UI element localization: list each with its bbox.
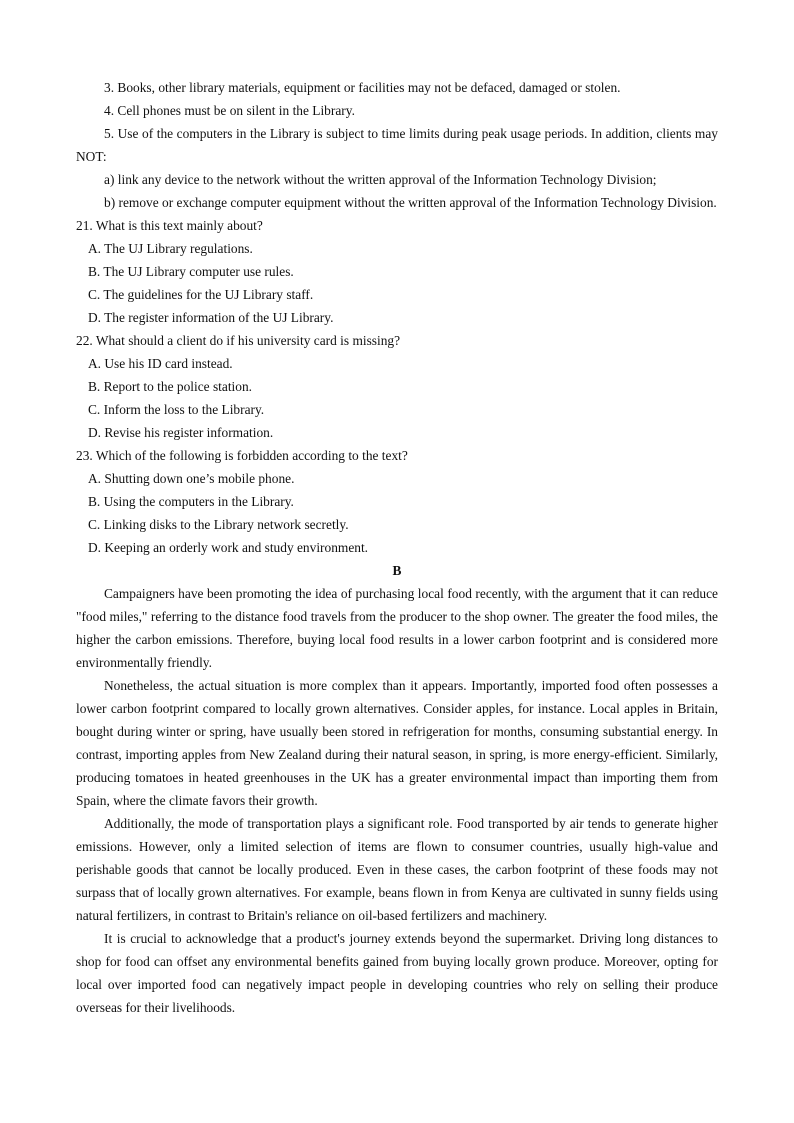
document-page <box>76 76 718 1019</box>
option-c: C. Linking disks to the Library network secretly. <box>88 517 349 532</box>
option-d: D. Revise his register information. <box>88 425 274 440</box>
passage-paragraph-4: It is crucial to acknowledge that a product's journey extends beyond the supermarket. Driving long distances to shop for food can offset any environmental benefits gained from buying locally grown produce. Moreover, opting for local over imported food can negatively impact people in developing countries who rely on selling their produce overseas for their livelihoods. <box>76 931 718 1015</box>
option-c: C. The guidelines for the UJ Library staff. <box>88 287 314 302</box>
question-stem: 21. What is this text mainly about? <box>76 218 263 233</box>
option-a: A. Shutting down one’s mobile phone. <box>88 471 295 486</box>
passage-paragraph-1: Campaigners have been promoting the idea of purchasing local food recently, with the argument that it can reduce "food miles," referring to the distance food travels from the producer to the shop owner. The greater the food miles, the higher the carbon emissions. Therefore, buying local food results in a lower carbon footprint and is considered more environmentally friendly. <box>76 586 718 670</box>
option-a: A. Use his ID card instead. <box>88 356 233 371</box>
rule-5b: b) remove or exchange computer equipment without the written approval of the Information Technology Division. <box>104 195 717 210</box>
option-c: C. Inform the loss to the Library. <box>88 402 265 417</box>
option-d: D. Keeping an orderly work and study environment. <box>88 540 369 555</box>
rule-4: 4. Cell phones must be on silent in the Library. <box>104 103 355 118</box>
question-stem: 23. Which of the following is forbidden according to the text? <box>76 448 408 463</box>
passage-paragraph-2: Nonetheless, the actual situation is more complex than it appears. Importantly, imported food often possesses a lower carbon footprint compared to locally grown alternatives. Consider apples, for instance. Local apples in Britain, bought during winter or spring, have usually been stored in refrigeration for months, consuming substantial energy. In contrast, importing apples from New Zealand during their natural season, in spring, is more energy-efficient. Similarly, producing tomatoes in heated greenhouses in the UK has a greater environmental impact than importing them from Spain, where the climate favors their growth. <box>76 678 718 808</box>
rule-5a: a) link any device to the network without the written approval of the Information Technology Division; <box>104 172 657 187</box>
option-d: D. The register information of the UJ Library. <box>88 310 334 325</box>
rule-5: 5. Use of the computers in the Library is subject to time limits during peak usage periods. In addition, clients may NOT: <box>76 126 718 164</box>
passage-paragraph-3: Additionally, the mode of transportation plays a significant role. Food transported by air tends to generate higher emissions. However, only a limited selection of items are flown to consumer countries, usually high-value and perishable goods that cannot be locally produced. Even in these cases, the carbon footprint of these foods may not surpass that of locally grown alternatives. For example, beans flown in from Kenya are cultivated in sunny fields using natural fertilizers, in contrast to Britain's reliance on oil-based fertilizers and machinery. <box>76 816 718 923</box>
option-b: B. The UJ Library computer use rules. <box>88 264 294 279</box>
section-heading: B <box>392 563 402 578</box>
option-b: B. Using the computers in the Library. <box>88 494 294 509</box>
option-a: A. The UJ Library regulations. <box>88 241 253 256</box>
question-21 <box>76 214 718 329</box>
question-22 <box>76 329 718 444</box>
option-b: B. Report to the police station. <box>88 379 253 394</box>
question-stem: 22. What should a client do if his university card is missing? <box>76 333 401 348</box>
rule-3: 3. Books, other library materials, equipment or facilities may not be defaced, damaged or stolen. <box>104 80 621 95</box>
question-23 <box>76 444 718 559</box>
